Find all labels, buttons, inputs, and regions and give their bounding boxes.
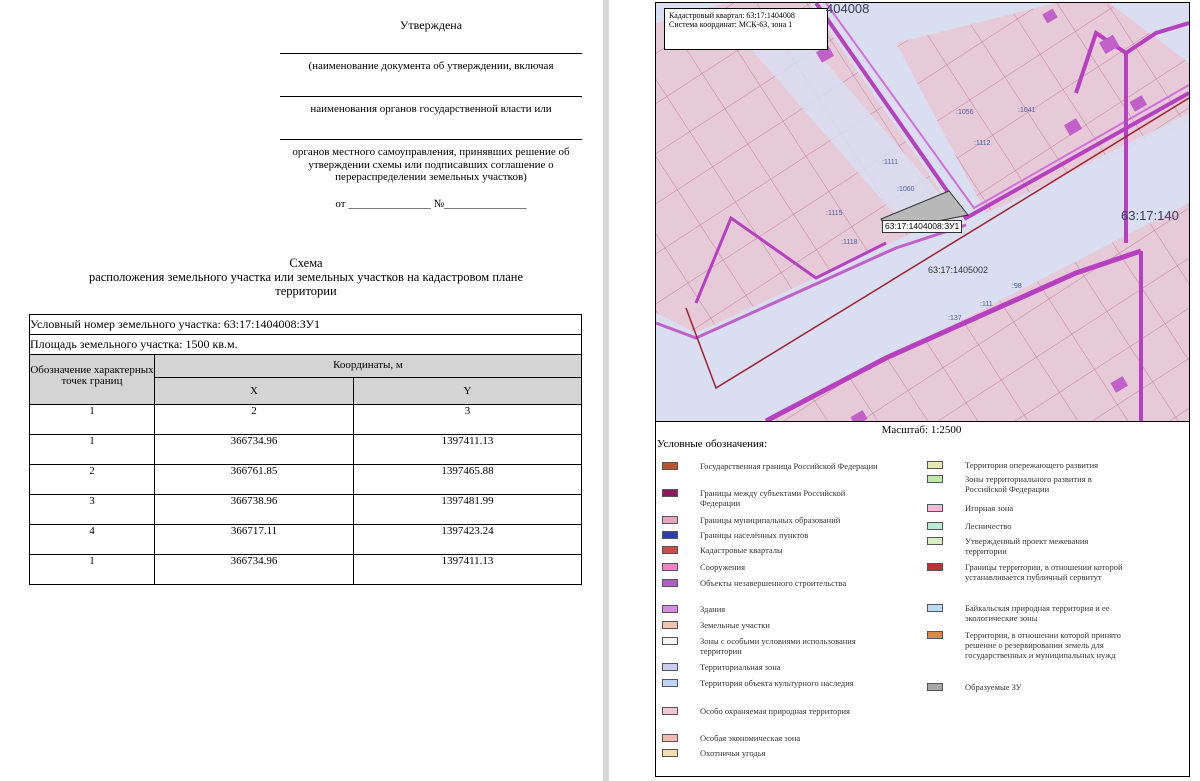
cadastral-quarter-label: Кадастровый квартал: 63:17:1404008: [669, 11, 795, 20]
legend-swatch: [662, 749, 678, 757]
legend-label: Границы между субъектами Российской Федерации: [700, 488, 846, 508]
legend-label: Особо охраняемая природная территория: [700, 706, 850, 716]
quarter-label-bottom: 63:17:1405002: [928, 265, 989, 275]
x-cell: 366734.96: [155, 435, 354, 465]
x-cell: 366717.11: [155, 525, 354, 555]
point-cell: 1: [30, 435, 155, 465]
table-row: [30, 495, 582, 525]
parcel-number-1060: :1060: [897, 186, 915, 193]
legend-swatch: [662, 531, 678, 539]
schema-title-block: [30, 256, 582, 298]
legend-swatch: [662, 563, 678, 571]
parcel-number-1118: :1118: [841, 239, 858, 246]
parcel-number-111: :111: [980, 301, 993, 308]
legend-label: Утвержденный проект межевания территории: [965, 536, 1089, 556]
point-cell: 4: [30, 525, 155, 555]
legend-title: Условные обозначения:: [657, 438, 768, 450]
parcel-number-1111: :1111: [882, 159, 898, 166]
legend-swatch: [662, 546, 678, 554]
x-cell: 366738.96: [155, 495, 354, 525]
table-row: [30, 435, 582, 465]
index-cell: 1: [30, 405, 155, 435]
approval-line-2: [280, 96, 582, 97]
legend-label: Образуемые ЗУ: [965, 682, 1022, 692]
parcel-number-1056: :1056: [956, 109, 974, 116]
col-header-points: Обозначение характерных точек границ: [30, 355, 155, 405]
approval-block: [280, 18, 582, 210]
map-drawing: [656, 3, 1189, 421]
legend-swatch: [927, 461, 943, 469]
legend-swatch: [662, 707, 678, 715]
approval-line-1: [280, 53, 582, 54]
legend-label: Границы муниципальных образований: [700, 515, 841, 525]
col-header-coords: Координаты, м: [155, 355, 582, 378]
quarter-label-top: 404008: [826, 2, 870, 16]
approval-title: Утверждена: [399, 18, 463, 32]
legend-label: Здания: [700, 604, 726, 614]
legend-swatch: [927, 604, 943, 612]
legend-label: Особая экономическая зона: [700, 733, 801, 743]
approval-line-3: [280, 139, 582, 140]
legend-swatch: [662, 734, 678, 742]
formed-parcel-label[interactable]: 63:17:1404008:ЗУ1: [882, 220, 962, 233]
point-cell: 2: [30, 465, 155, 495]
parcel-number-1115: :1115: [826, 210, 843, 217]
x-cell: 366734.96: [155, 555, 354, 585]
legend-label: Байкальская природная территория и ее экологические зоны: [965, 603, 1110, 623]
index-row: [30, 405, 582, 435]
approval-caption-2: наименования органов государственной власти или: [310, 103, 552, 115]
index-cell: 3: [354, 405, 582, 435]
legend-swatch: [927, 504, 943, 512]
point-cell: 3: [30, 495, 155, 525]
legend-swatch: [927, 631, 943, 639]
legend-swatch: [662, 605, 678, 613]
legend-label: Лесничество: [965, 521, 1012, 531]
legend-label: Границы населённых пунктов: [700, 530, 809, 540]
legend-label: Охотничьи угодья: [700, 748, 766, 758]
legend-swatch: [662, 462, 678, 470]
y-cell: 1397411.13: [354, 435, 582, 465]
parcel-number-137: :137: [948, 315, 962, 322]
table-row: [30, 465, 582, 495]
legend-swatch: [662, 516, 678, 524]
legend-swatch: [662, 489, 678, 497]
y-cell: 1397481.99: [354, 495, 582, 525]
legend-swatch: [662, 579, 678, 587]
legend-label: Зоны территориального развития в Российской Федерации: [965, 474, 1092, 494]
legend-swatch: [662, 663, 678, 671]
legend-label: Игорная зона: [965, 503, 1014, 513]
legend-label: Объекты незавершенного строительства: [700, 578, 847, 588]
legend-swatch: [927, 563, 943, 571]
coordinates-table: [29, 314, 582, 585]
table-row: [30, 525, 582, 555]
legend-label: Сооружения: [700, 562, 745, 572]
y-cell: 1397465.88: [354, 465, 582, 495]
col-header-x: X: [155, 378, 354, 405]
legend-label: Границы территории, в отношении которой устанавливается публичный сервитут: [965, 562, 1123, 582]
parcel-area-label: Площадь земельного участка: 1500 кв.м.: [30, 335, 582, 355]
parcel-number-1041: :1041: [1018, 107, 1036, 114]
table-row: [30, 555, 582, 585]
legend-swatch: [927, 475, 943, 483]
map-scale: Масштаб: 1:2500: [881, 424, 962, 436]
index-cell: 2: [155, 405, 354, 435]
legend-swatch: [662, 637, 678, 645]
y-cell: 1397411.13: [354, 555, 582, 585]
legend-label: Кадастровые кварталы: [700, 545, 783, 555]
col-header-y: Y: [354, 378, 582, 405]
legend-label: Государственная граница Российской Федерации: [700, 461, 878, 471]
legend-swatch: [662, 621, 678, 629]
legend-swatch: [927, 522, 943, 530]
schema-subtitle: расположения земельного участка или земельных участков на кадастровом плане территории: [88, 270, 524, 298]
legend-label: Территория, в отношении которой принято решение о резервировании земель для государственных и муниципальных нужд: [965, 630, 1121, 660]
point-cell: 1: [30, 555, 155, 585]
cadastral-map[interactable]: [655, 2, 1190, 422]
coordinate-system-label: Система координат: МСК-63, зона 1: [669, 20, 793, 29]
legend-label: Территориальная зона: [700, 662, 781, 672]
approval-date-line: от _______________ №_______________: [335, 197, 527, 210]
quarter-label-right: 63:17:140: [1121, 208, 1179, 223]
legend-label: Территория опережающего развития: [965, 460, 1099, 470]
y-cell: 1397423.24: [354, 525, 582, 555]
legend-swatch: [927, 683, 943, 691]
approval-caption-3: органов местного самоуправления, принявших решение об утверждении схемы или подписавших соглашение о перераспределении земельных участков): [292, 146, 570, 183]
legend-label: Зоны с особыми условиями использования территории: [700, 636, 856, 656]
schema-title: Схема: [289, 256, 323, 270]
parcel-number-98: :98: [1012, 283, 1022, 290]
legend-swatch: [662, 679, 678, 687]
map-info-box: [664, 8, 828, 50]
legend-label: Земельные участки: [700, 620, 770, 630]
parcel-number-1112: :1112: [974, 140, 991, 147]
right-page: [609, 0, 1200, 781]
x-cell: 366761.85: [155, 465, 354, 495]
approval-caption-1: (наименование документа об утверждении, включая: [308, 60, 554, 72]
legend-swatch: [927, 537, 943, 545]
parcel-number-label: Условный номер земельного участка: 63:17:1404008:ЗУ1: [30, 315, 582, 335]
legend-label: Территория объекта культурного наследия: [700, 678, 854, 688]
